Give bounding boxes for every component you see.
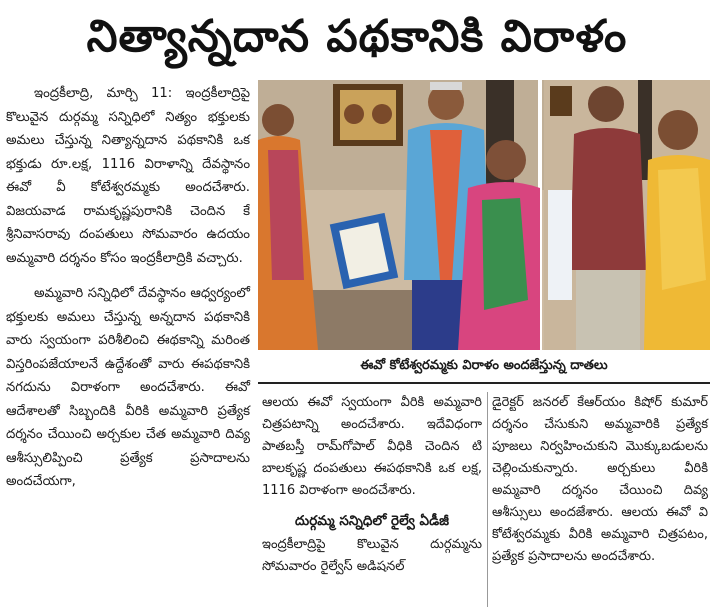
person-head <box>658 110 698 150</box>
column-divider <box>487 392 488 607</box>
article-paragraph: ఆలయ ఈవో స్వయంగా వీరికి అమ్మవారి చిత్రపటాన్ని అందచేశారు. ఇదేవిధంగా పాతబస్తీ రామ్‌గోపాల్ వీధికి చెందిన టి బాలకృష్ణ దంపతులు ఈపథకానికి ఒక లక్ష, 1116 విరాళంగా అందచేశారు. <box>262 395 482 498</box>
person-head <box>486 140 526 180</box>
divider <box>258 382 710 384</box>
photo-caption: ఈవో కోటేశ్వరమ్మకు విరాళం అందజేస్తున్న దాతలు <box>360 358 608 373</box>
article-paragraph: డైరెక్టర్ జనరల్ కేఆర్‌యం కిషోర్ కుమార్ దర్శనం చేసుకుని అమ్మవారికి ప్రత్యేక పూజలు నిర్వహించుకుని మొక్కుబడులను చెల్లించుకున్నారు. అర్చకులు వీరికి అమ్మవారి దర్శనం చేయించి దివ్య ఆశీస్సులు అందజేశారు. ఆలయ ఈవో వి కోటేశ్వరమ్మకు వీరికి అమ్మవారి చిత్రపటం, ప్రత్యేక ప్రసాదాలను అందచేశారు. <box>492 395 708 564</box>
sub-headline: దుర్గమ్మ సన్నిధిలో రైల్వే ఏడీజీ <box>295 513 449 529</box>
article-paragraph: అమ్మవారి సన్నిధిలో దేవస్థానం ఆధ్వర్యంలో భక్తులకు అమలు చేస్తున్న అన్నదాన పథకానికి వారు స్వయంగా పరిశీలించి ఈథకాన్ని మరింత విస్తరింపజేయాలనే ఉద్దేశంతో వారు ఈపథకానికి నగదును విరాళంగా అందచేశారు. ఈవో ఆదేశాలతో సిబ్బందికి వీరికి అమ్మవారి ప్రత్యేక దర్శనం చేయించి అర్చకుల చేత అమ్మవారి దివ్య ఆశీస్సులిప్పించి ప్రత్యేక ప్రసాదాలను అందచేయగా, <box>6 286 250 489</box>
left-column <box>6 82 250 506</box>
scroll-paper <box>548 190 572 300</box>
headline: నిత్యాన్నదాన పథకానికి విరాళం <box>86 11 628 62</box>
news-photo <box>258 80 710 350</box>
person-shirt <box>570 128 646 270</box>
person-head <box>262 104 294 136</box>
middle-column <box>262 392 482 578</box>
article-paragraph: ఇంద్రకీలాద్రిపై కొలువైన దుర్గమ్మను సోమవారం రైల్వేస్ అడిషనల్ <box>262 537 482 574</box>
person-head <box>588 86 624 122</box>
article-paragraph: ఇంద్రకీలాద్రి, మార్చి 11: ఇంద్రకీలాద్రిపై కొలువైన దుర్గమ్మ సన్నిధిలో నిత్యం భక్తులకు అమలు చేస్తున్న నిత్యాన్నదాన పథకానికి ఒక భక్తుడు రూ.లక్ష, 1116 విరాళాన్ని దేవస్థానం ఈవో వీ కోటేశ్వరమ్మకు అందచేశారు. విజయవాడ రామకృష్ణపురానికి చెందిన కే శ్రీనివాసరావు దంపతులు సోమవారం ఉదయం అమ్మవారి దర్శనం కోసం ఇంద్రకీలాద్రికి వచ్చారు. <box>6 86 250 266</box>
right-column <box>492 392 708 568</box>
photo-illustration <box>258 80 710 350</box>
